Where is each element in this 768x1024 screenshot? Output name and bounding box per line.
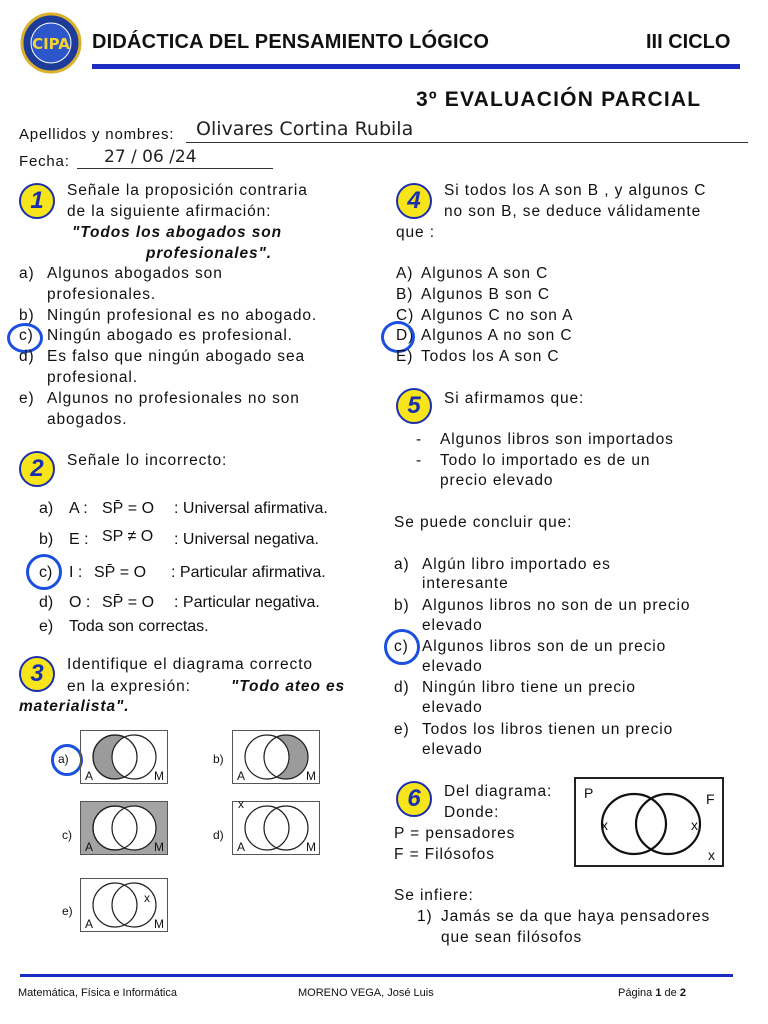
q6-prompt-line1: Del diagrama: [444, 783, 553, 800]
q3-diagram-d-letter: d) [213, 828, 224, 842]
q4-prompt-line1: Si todos los A son B , y algunos C [444, 182, 707, 199]
question-3-badge: 3 [19, 656, 55, 692]
evaluation-title: 3º EVALUACIÓN PARCIAL [416, 88, 702, 111]
q3-diagram-c[interactable]: A M [80, 801, 168, 855]
q2-prompt: Señale lo incorrecto: [67, 452, 228, 469]
q1-quote-line1: "Todos los abogados son [72, 224, 283, 241]
q1-prompt-line2: de la siguiente afirmación: [67, 203, 272, 220]
q5-prompt: Si afirmamos que: [444, 390, 585, 407]
q3-prompt-line2a: en la expresión: [67, 678, 191, 695]
footer-subject: Matemática, Física e Informática [18, 987, 177, 999]
q1-quote-line2: profesionales". [146, 245, 272, 262]
q6-venn-diagram: P F x x x [574, 777, 724, 867]
date-line [77, 168, 273, 169]
footer-author: MORENO VEGA, José Luis [298, 987, 434, 999]
q3-diagram-b[interactable]: A M [232, 730, 320, 784]
question-1-badge: 1 [19, 183, 55, 219]
date-value: 27 / 06 /24 [104, 147, 197, 167]
q6-item-line2: que sean filósofos [441, 929, 583, 946]
name-line [186, 142, 748, 143]
q6-infer-label: Se infiere: [394, 887, 474, 904]
q3-answer-circle [51, 744, 83, 776]
q2-answer-circle [26, 554, 62, 590]
q3-diagram-b-letter: b) [213, 752, 224, 766]
q6-prompt-line2: Donde: [444, 804, 500, 821]
question-4-badge: 4 [396, 183, 432, 219]
question-5-badge: 5 [396, 388, 432, 424]
question-6-badge: 6 [396, 781, 432, 817]
q3-diagram-d[interactable]: x A M [232, 801, 320, 855]
q3-diagram-a-letter: a) [58, 752, 69, 766]
q3-diagram-a[interactable]: A M [80, 730, 168, 784]
q3-prompt-line2b: "Todo ateo es [231, 678, 346, 695]
name-label: Apellidos y nombres: [19, 126, 175, 143]
q3-prompt-line3: materialista". [19, 698, 130, 715]
q6-item-number: 1) [417, 908, 433, 925]
footer-divider [20, 974, 733, 977]
q6-item-line1: Jamás se da que haya pensadores [441, 908, 711, 925]
header-divider [92, 64, 740, 69]
footer-page: Página 1 de 2 [618, 987, 686, 999]
university-logo [20, 12, 82, 74]
q1-prompt-line1: Señale la proposición contraria [67, 182, 308, 199]
q5-answer-circle [384, 629, 420, 665]
q3-prompt-line1: Identifique el diagrama correcto [67, 656, 313, 673]
q6-definition-f: F = Filósofos [394, 846, 495, 863]
date-label: Fecha: [19, 153, 70, 170]
q6-definition-p: P = pensadores [394, 825, 516, 842]
name-value: Olivares Cortina Rubila [196, 118, 414, 140]
svg-text:CIPA: CIPA [32, 35, 70, 53]
q4-prompt-line2: no son B, se deduce válidamente [444, 203, 702, 220]
q4-prompt-line3: que : [396, 224, 435, 241]
q3-diagram-e[interactable]: x A M [80, 878, 168, 932]
course-title: DIDÁCTICA DEL PENSAMIENTO LÓGICO [92, 31, 490, 53]
cycle-label: III CICLO [646, 31, 731, 53]
question-2-badge: 2 [19, 451, 55, 487]
q5-conclude-label: Se puede concluir que: [394, 514, 573, 531]
q3-diagram-e-letter: e) [62, 904, 73, 918]
q3-diagram-c-letter: c) [62, 828, 72, 842]
